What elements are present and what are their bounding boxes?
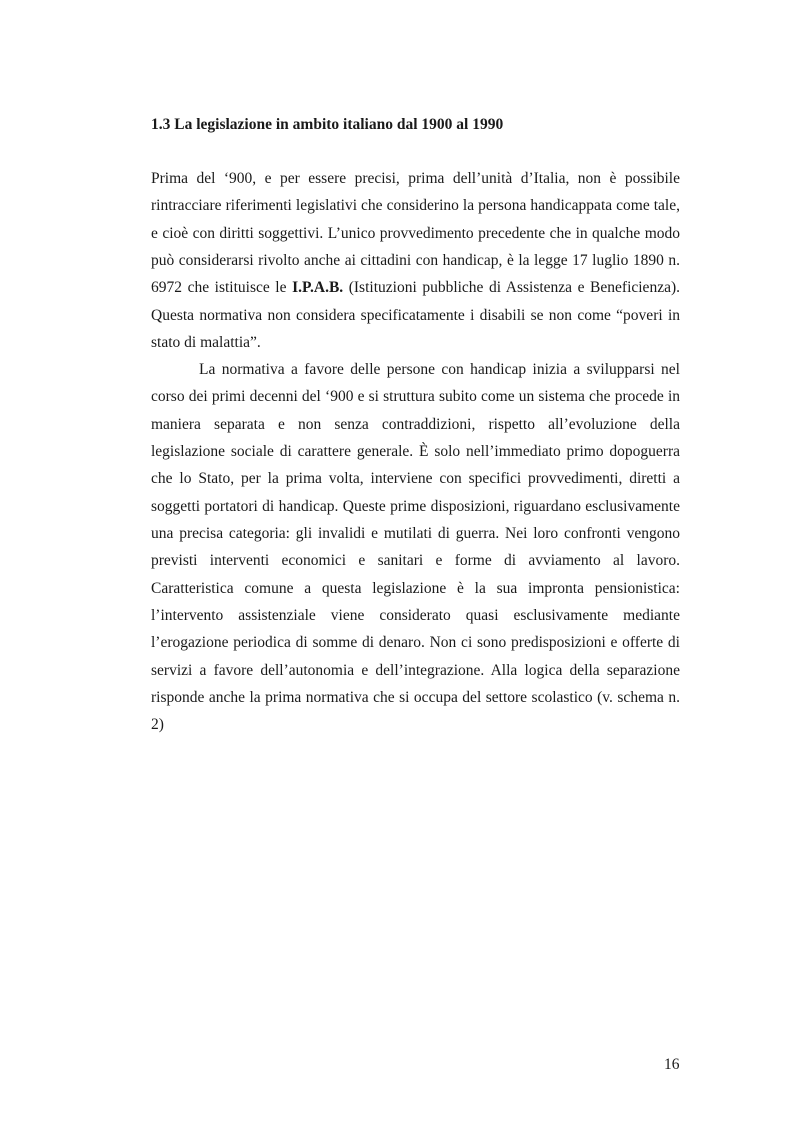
paragraph-1-text-end: (Istituzioni pubbliche di Assistenza e Beneficienza). Questa normativa non considera specificatamente i disabili se non come “poveri in stato di malattia”. <box>151 279 680 352</box>
paragraph-1-text-start: Prima del ‘900, e per essere precisi, prima dell’unità d’Italia, non è possibile rintracciare riferimenti legislativi che considerino la persona handicappata come tale, e cioè con diritti soggettivi. L’unico provvedimento precedente che in qualche modo può considerarsi rivolto anche ai cittadini con handicap, è la legge 17 luglio 1890 n. 6972 che istituisce le <box>151 170 680 297</box>
page-number: 16 <box>664 1056 680 1073</box>
section-heading: 1.3 La legislazione in ambito italiano dal 1900 al 1990 <box>151 116 504 133</box>
paragraph-1 <box>151 165 680 356</box>
paragraph-2: La normativa a favore delle persone con handicap inizia a svilupparsi nel corso dei primi decenni del ‘900 e si struttura subito come un sistema che procede in maniera separata e non senza contraddizioni, rispetto all’evoluzione della legislazione sociale di carattere generale. È solo nell’immediato primo dopoguerra che lo Stato, per la prima volta, interviene con specifici provvedimenti, diretti a soggetti portatori di handicap. Queste prime disposizioni, riguardano esclusivamente una precisa categoria: gli invalidi e mutilati di guerra. Nei loro confronti vengono previsti interventi economici e sanitari e forme di avviamento al lavoro. Caratteristica comune a questa legislazione è la sua impronta pensionistica: l’intervento assistenziale viene considerato quasi esclusivamente mediante l’erogazione periodica di somme di denaro. Non ci sono predisposizioni e offerte di servizi a favore dell’autonomia e dell’integrazione. Alla logica della separazione risponde anche la prima normativa che si occupa del settore scolastico (v. schema n. 2) <box>151 361 680 734</box>
ipab-bold-term: I.P.A.B. <box>292 279 344 297</box>
